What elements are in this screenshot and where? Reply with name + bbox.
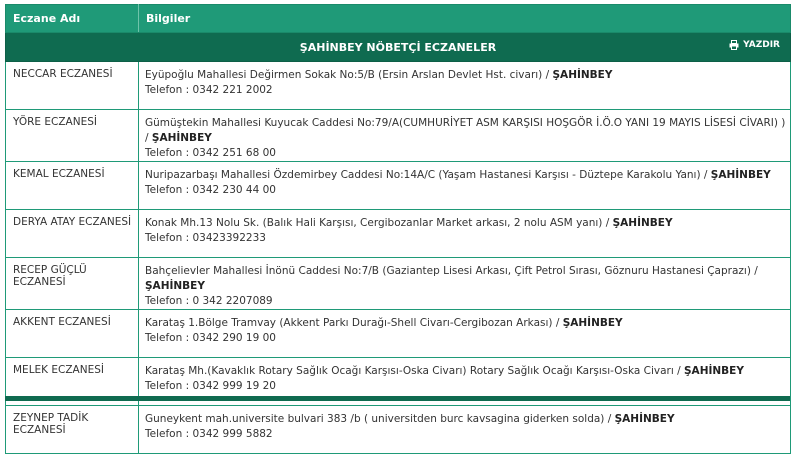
pharmacy-address: Konak Mh.13 Nolu Sk. (Balık Hali Karşısı, Cergibozanlar Market arkası, 2 nolu ASM yanı) / [145,217,613,229]
table-row [6,258,791,310]
print-label: YAZDIR [743,40,780,50]
pharmacy-name: RECEP GÜÇLÜ ECZANESİ [6,258,139,310]
pharmacy-name: YÖRE ECZANESİ [6,110,139,162]
pharmacy-district: ŞAHİNBEY [151,132,212,144]
section-row [6,33,791,62]
pharmacy-district: ŞAHİNBEY [562,317,623,329]
pharmacy-name: AKKENT ECZANESİ [6,310,139,358]
pharmacy-phone: Telefon : 0342 999 19 20 [145,380,276,392]
pharmacy-address: Karataş Mh.(Kavaklık Rotary Sağlık Ocağı Karşısı-Oska Civarı) Rotary Sağlık Ocağı Karşısı-Oska Civarı / [145,365,684,377]
pharmacy-name: NECCAR ECZANESİ [6,62,139,110]
pharmacy-district: ŞAHİNBEY [552,69,613,81]
pharmacy-phone: Telefon : 0342 230 44 00 [145,184,276,196]
pharmacy-district: ŞAHİNBEY [612,217,673,229]
pharmacy-name: DERYA ATAY ECZANESİ [6,210,139,258]
table-row [6,406,791,454]
section-title: ŞAHİNBEY NÖBETÇİ ECZANELER [299,40,497,54]
pharmacy-address: Karataş 1.Bölge Tramvay (Akkent Parkı Durağı-Shell Civarı-Cergibozan Arkası) / [145,317,563,329]
pharmacy-info [139,258,791,310]
pharmacy-name: MELEK ECZANESİ [6,358,139,406]
pharmacy-district: ŞAHİNBEY [614,413,675,425]
section-cell [6,33,791,62]
table-row [6,162,791,210]
pharmacy-phone: Telefon : 0342 290 19 00 [145,332,276,344]
printer-icon [729,40,739,50]
pharmacy-phone: Telefon : 0342 251 68 00 [145,147,276,159]
pharmacy-info [139,406,791,454]
pharmacy-info [139,210,791,258]
pharmacy-address: Gümüştekin Mahallesi Kuyucak Caddesi No:79/A(CUMHURİYET ASM KARŞISI HOŞGÖR İ.Ö.O YANI 19 MAYIS LİSESİ CİVARI) ) / [145,117,786,144]
column-header-info: Bilgiler [139,5,791,33]
pharmacy-phone: Telefon : 0342 221 2002 [145,84,273,96]
pharmacy-info [139,62,791,110]
pharmacy-phone: Telefon : 0342 999 5882 [145,428,273,440]
pharmacy-table [5,4,791,454]
pharmacy-phone: Telefon : 0 342 2207089 [145,295,273,307]
pharmacy-address: Eyüpoğlu Mahallesi Değirmen Sokak No:5/B (Ersin Arslan Devlet Hst. civarı) / [145,69,553,81]
table-row [6,310,791,358]
pharmacy-address: Bahçelievler Mahallesi İnönü Caddesi No:7/B (Gaziantep Lisesi Arkası, Çift Petrol Sırası, Göznuru Hastanesi Çaprazı) / [145,265,758,277]
pharmacy-table-container [5,4,790,454]
print-button[interactable] [729,40,780,50]
table-row [6,210,791,258]
pharmacy-address: Nuripazarbaşı Mahallesi Özdemirbey Caddesi No:14A/C (Yaşam Hastanesi Karşısı - Düztepe Karakolu Yanı) / [145,169,711,181]
pharmacy-info [139,310,791,358]
pharmacy-district: ŞAHİNBEY [145,280,205,292]
table-row [6,110,791,162]
pharmacy-name: ZEYNEP TADİK ECZANESİ [6,406,139,454]
table-header-row [6,5,791,33]
table-row [6,62,791,110]
pharmacy-district: ŞAHİNBEY [710,169,771,181]
pharmacy-district: ŞAHİNBEY [684,365,744,377]
pharmacy-phone: Telefon : 03423392233 [145,232,266,244]
table-footer-bar [5,396,790,401]
pharmacy-info [139,110,791,162]
pharmacy-address: Guneykent mah.universite bulvari 383 /b ( universitden burc kavsagina giderken solda) / [145,413,615,425]
pharmacy-name: KEMAL ECZANESİ [6,162,139,210]
column-header-name: Eczane Adı [6,5,139,33]
pharmacy-info [139,162,791,210]
